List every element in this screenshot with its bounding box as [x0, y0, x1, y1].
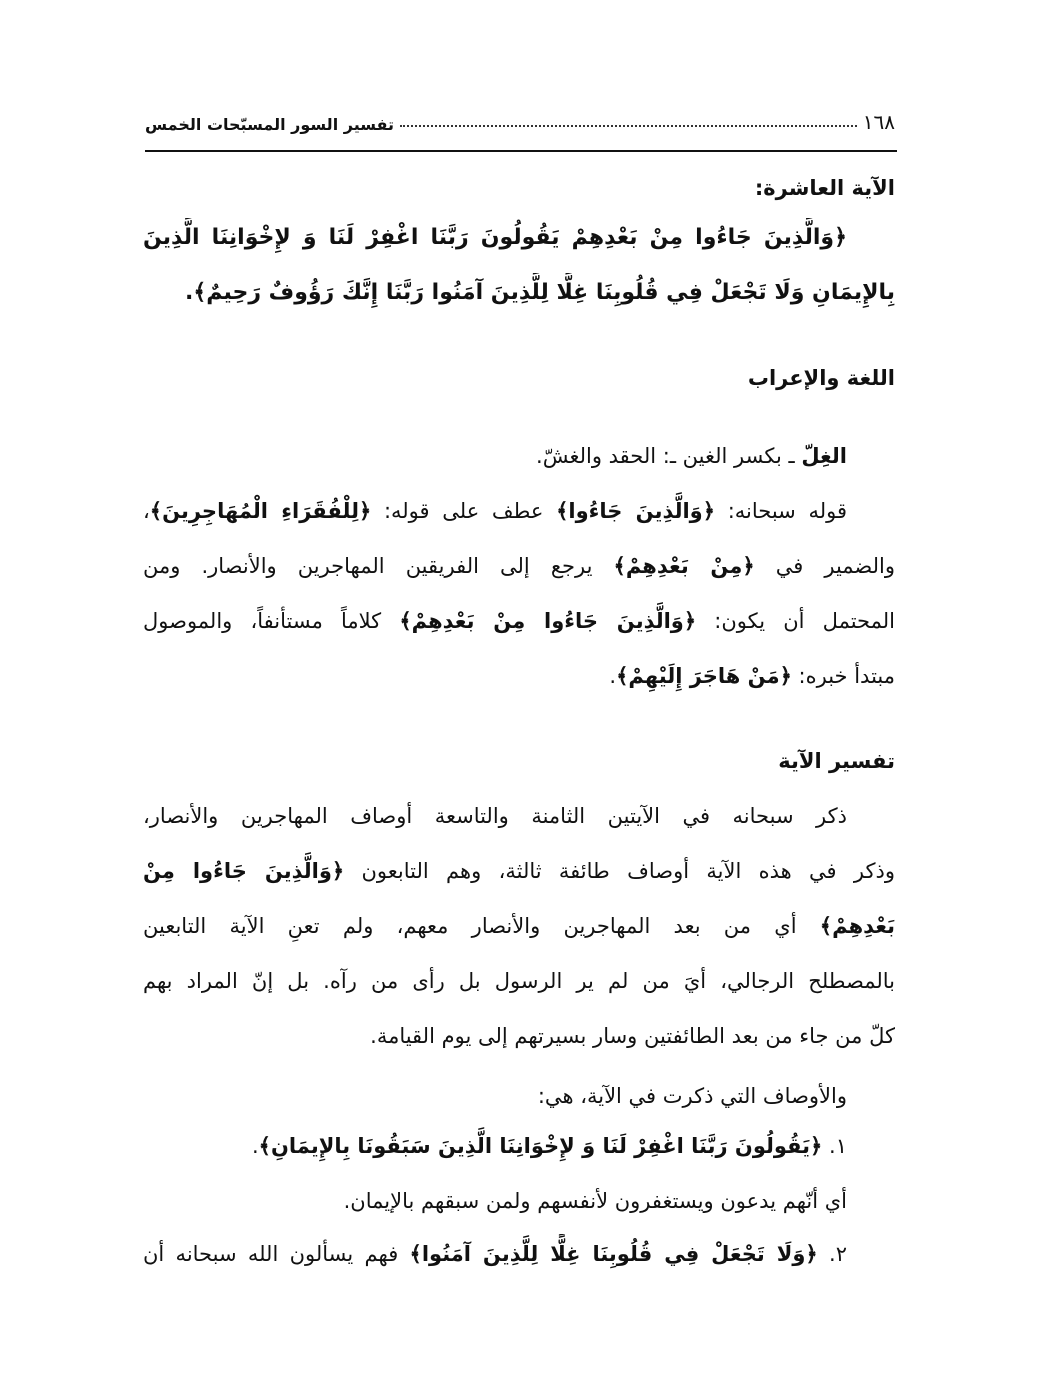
verse-line — [143, 273, 895, 313]
paragraph-line — [143, 491, 895, 531]
text-segment: كلّ من جاء من بعد الطائفتين وسار بسيرتهم إلى يوم القيامة. — [370, 1024, 895, 1048]
quran-quote: ﴿وَالَّذِينَ جَاءُوا مِنْ بَعْدِهِمْ﴾ — [399, 609, 697, 633]
list-item-1 — [143, 1126, 895, 1166]
text-segment: اللغة والإعراب — [747, 366, 895, 390]
book-title: تفسير السور المسبّحات الخمس — [145, 115, 395, 134]
paragraph-line — [143, 656, 895, 696]
quran-quote: الغِلّ — [801, 444, 847, 468]
heading-language-grammar — [143, 358, 895, 398]
paragraph-line — [143, 436, 895, 476]
quran-quote: ﴿مَنْ هَاجَرَ إِلَيْهِمْ﴾ — [616, 664, 792, 688]
text-segment: يرجع إلى الفريقين المهاجرين والأنصار. ومن — [143, 554, 614, 578]
paragraph-line — [143, 546, 895, 586]
text-segment: كلاماً مستأنفاً، والموصول — [143, 609, 400, 633]
text-segment: المحتمل أن يكون: — [696, 609, 895, 633]
paragraph-line — [143, 906, 895, 946]
text-segment: قوله سبحانه: — [715, 499, 847, 523]
paragraph-line — [143, 961, 895, 1001]
paragraph-line — [143, 796, 895, 836]
paragraph-line — [143, 1076, 895, 1116]
text-segment: ١. — [822, 1134, 847, 1158]
text-segment: أي من بعد المهاجرين والأنصار معهم، ولم تعنِ الآية التابعين — [143, 914, 820, 938]
quran-quote: ﴿وَالَّذِينَ جَاءُوا﴾ — [556, 499, 716, 523]
text-segment: أي أنّهم يدعون ويستغفرون لأنفسهم ولمن سبقهم بالإيمان. — [343, 1189, 847, 1213]
heading-verse-tafsir — [143, 741, 895, 781]
paragraph-line — [143, 851, 895, 891]
text-segment: . — [609, 664, 617, 688]
quran-quote: ﴿مِنْ بَعْدِهِمْ﴾ — [613, 554, 755, 578]
leader-dots — [400, 125, 857, 127]
quran-quote: ﴿وَلَا تَجْعَلْ فِي قُلُوبِنَا غِلًّا لِلَّذِينَ آمَنُوا﴾ — [409, 1242, 818, 1266]
paragraph-line — [143, 1016, 895, 1056]
paragraph-line — [143, 1181, 895, 1221]
quran-quote: بَعْدِهِمْ﴾ — [819, 914, 895, 938]
header-rule — [145, 150, 897, 152]
paragraph-line — [143, 601, 895, 641]
text-segment: . — [251, 1134, 259, 1158]
verse-line — [143, 218, 895, 258]
page-number: ١٦٨ — [862, 110, 895, 134]
text-segment: ـ بكسر الغين ـ: الحقد والغشّ. — [536, 444, 802, 468]
text-segment: مبتدأ خبره: — [791, 664, 895, 688]
text-segment: ذكر سبحانه في الآيتين الثامنة والتاسعة أوصاف المهاجرين والأنصار، — [143, 804, 847, 828]
text-segment: والضمير في — [754, 554, 895, 578]
heading-tenth-verse — [143, 168, 895, 208]
text-segment: وذكر في هذه الآية أوصاف طائفة ثالثة، وهم التابعون — [344, 859, 895, 883]
text-segment: ٢. — [817, 1242, 847, 1266]
text-segment: بِالإِيمَانِ وَلَا تَجْعَلْ فِي قُلُوبِنَا غِلًّا لِلَّذِينَ آمَنُوا رَبَّنَا إِنَّكَ رَؤُوفٌ رَحِيمٌ﴾. — [184, 280, 895, 305]
text-segment: بالمصطلح الرجالي، أيَ من لم ير الرسول بل رأى من رآه. بل إنّ المراد بهم — [143, 969, 895, 993]
text-segment: الآية العاشرة: — [754, 176, 895, 200]
text-segment: فهم يسألون الله سبحانه أن — [143, 1242, 410, 1266]
text-segment: عطف على قوله: — [371, 499, 557, 523]
quran-quote: ﴿وَالَّذِينَ جَاءُوا مِنْ — [143, 859, 345, 883]
quran-quote: ﴿لِلْفُقَرَاءِ الْمُهَاجِرِينَ﴾ — [149, 499, 372, 523]
text-segment: والأوصاف التي ذكرت في الآية، هي: — [537, 1084, 847, 1108]
text-segment: ﴿وَالَّذِينَ جَاءُوا مِنْ بَعْدِهِمْ يَقُولُونَ رَبَّنَا اغْفِرْ لَنَا وَ لإِخْوَانِنَا الَّذِينَ — [143, 225, 847, 250]
text-segment: ، — [143, 499, 150, 523]
quran-quote: ﴿يَقُولُونَ رَبَّنَا اغْفِرْ لَنَا وَ لإِخْوَانِنَا الَّذِينَ سَبَقُونَا بِالإِيمَانِ﴾ — [258, 1134, 823, 1158]
running-header — [145, 104, 895, 134]
list-item-2 — [143, 1234, 895, 1274]
text-segment: تفسير الآية — [778, 749, 895, 773]
